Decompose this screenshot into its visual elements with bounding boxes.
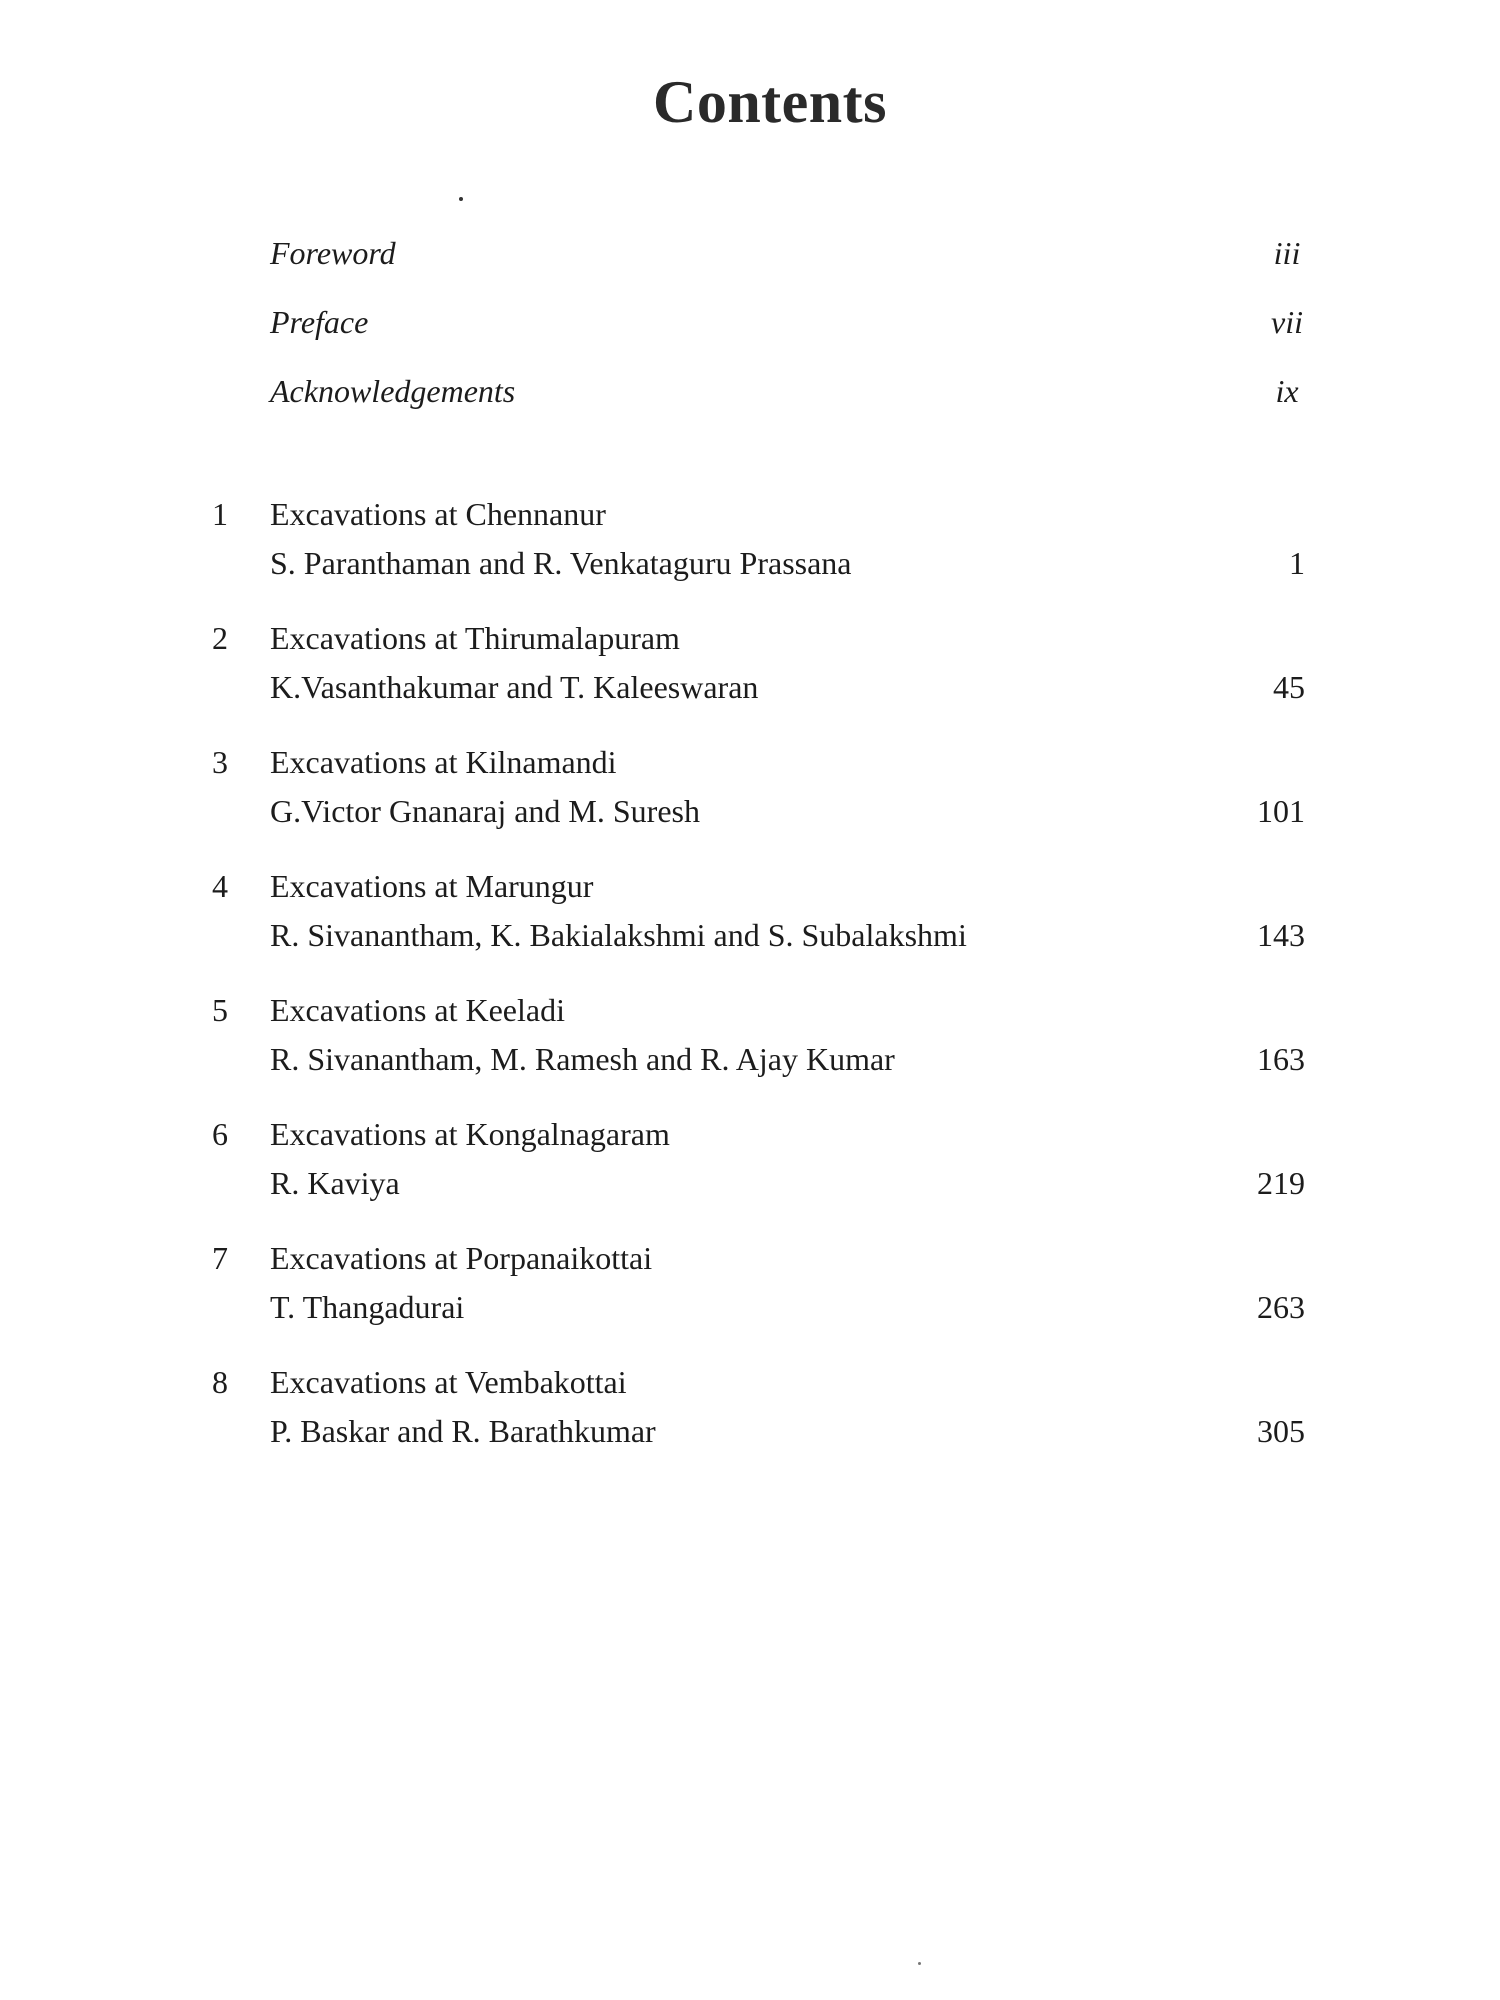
stray-dot [459,197,463,201]
chapter-title: Excavations at Chennanur [270,496,606,532]
chapter-authors: R. Kaviya [270,1165,400,1201]
chapter-page: 163 [1257,1041,1305,1077]
chapter-number: 8 [212,1364,228,1400]
chapter-number: 2 [212,620,228,656]
chapter-authors: P. Baskar and R. Barathkumar [270,1413,656,1449]
toc-chapter-5[interactable] [205,992,1305,1092]
front-matter-label: Preface [270,304,369,340]
chapter-authors: K.Vasanthakumar and T. Kaleeswaran [270,669,759,705]
chapter-authors: G.Victor Gnanaraj and M. Suresh [270,793,700,829]
front-matter-page: ix [1275,373,1299,409]
chapter-page: 101 [1257,793,1305,829]
chapter-authors: S. Paranthaman and R. Venkataguru Prassana [270,545,852,581]
chapter-number: 7 [212,1240,228,1276]
toc-chapter-4[interactable] [205,868,1305,968]
chapter-number: 6 [212,1116,228,1152]
toc-chapter-1[interactable] [205,496,1305,596]
chapter-page: 305 [1257,1413,1305,1449]
chapter-number: 3 [212,744,228,780]
toc-chapter-6[interactable] [205,1116,1305,1216]
chapter-page: 143 [1257,917,1305,953]
toc-front-matter-preface[interactable] [270,304,1303,354]
chapter-page: 219 [1257,1165,1305,1201]
front-matter-page: vii [1271,304,1303,340]
toc-front-matter-foreword[interactable] [270,235,1301,285]
chapter-page: 263 [1257,1289,1305,1325]
chapter-authors: R. Sivanantham, M. Ramesh and R. Ajay Kumar [270,1041,895,1077]
toc-chapter-2[interactable] [205,620,1305,720]
front-matter-page: iii [1273,235,1301,271]
chapter-number: 4 [212,868,228,904]
chapter-number: 5 [212,992,228,1028]
toc-chapter-8[interactable] [205,1364,1305,1464]
chapter-title: Excavations at Marungur [270,868,594,904]
toc-front-matter-acknowledgements[interactable] [270,373,1299,423]
chapter-number: 1 [212,496,228,532]
chapter-page: 1 [1289,545,1305,581]
front-matter-label: Foreword [270,235,396,271]
chapter-title: Excavations at Keeladi [270,992,565,1028]
toc-chapter-3[interactable] [205,744,1305,844]
chapter-authors: R. Sivanantham, K. Bakialakshmi and S. Subalakshmi [270,917,967,953]
chapter-title: Excavations at Porpanaikottai [270,1240,653,1276]
chapter-title: Excavations at Kilnamandi [270,744,617,780]
chapter-authors: T. Thangadurai [270,1289,465,1325]
front-matter-label: Acknowledgements [270,373,516,409]
toc-chapter-7[interactable] [205,1240,1305,1340]
chapter-title: Excavations at Thirumalapuram [270,620,680,656]
chapter-title: Excavations at Kongalnagaram [270,1116,670,1152]
chapter-page: 45 [1273,669,1305,705]
stray-dot [918,1962,921,1965]
chapter-title: Excavations at Vembakottai [270,1364,627,1400]
page-title: Contents [652,69,887,135]
